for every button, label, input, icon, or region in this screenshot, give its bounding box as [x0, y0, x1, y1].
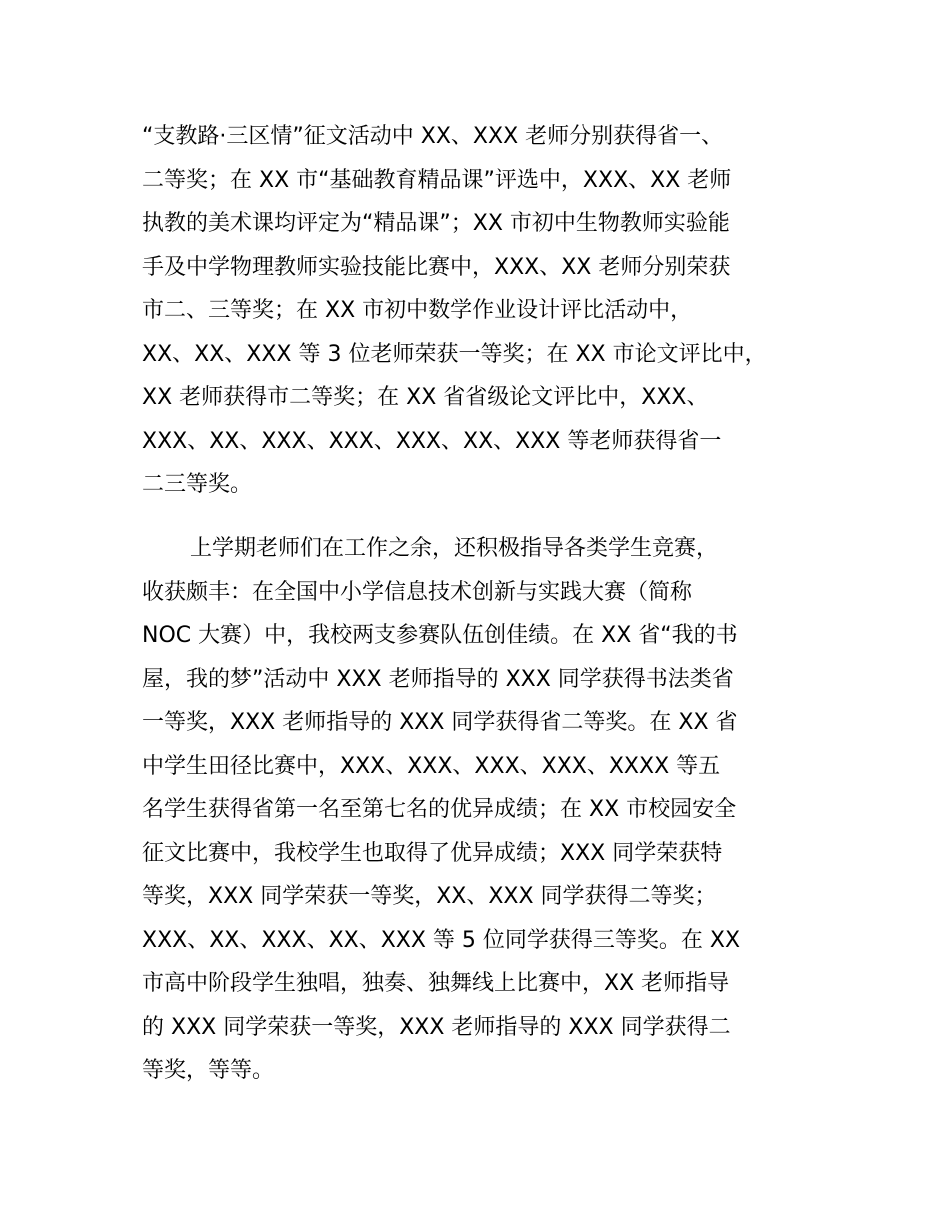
- paragraph-line: “支教路·三区情”征文活动中 XX、XXX 老师分别获得省一、: [142, 124, 724, 149]
- paragraph-line: 手及中学物理教师实验技能比赛中，XXX、XX 老师分别荣获: [142, 255, 731, 280]
- paragraph-line: 的 XXX 同学荣获一等奖，XXX 老师指导的 XXX 同学获得二: [142, 1015, 731, 1040]
- paragraph-line: 执教的美术课均评定为“精品课”；XX 市初中生物教师实验能: [142, 211, 730, 236]
- paragraph-line: 等奖，XXX 同学荣获一等奖，XX、XXX 同学获得二等奖；: [142, 884, 717, 909]
- paragraph-line: XX、XX、XXX 等 3 位老师荣获一等奖；在 XX 市论文评比中，: [142, 342, 767, 367]
- paragraph-line: 屋，我的梦”活动中 XXX 老师指导的 XXX 同学获得书法类省: [142, 667, 734, 692]
- paragraph-line: XX 老师获得市二等奖；在 XX 省省级论文评比中，XXX、: [142, 385, 709, 410]
- paragraph-line: 收获颇丰：在全国中小学信息技术创新与实践大赛（简称: [142, 580, 693, 605]
- paragraph-line: 名学生获得省第一名至第七名的优异成绩；在 XX 市校园安全: [142, 797, 737, 822]
- paragraph-line: 中学生田径比赛中，XXX、XXX、XXX、XXX、XXXX 等五: [142, 754, 721, 779]
- paragraph-line: 等奖，等等。: [142, 1058, 275, 1083]
- paragraph-line: 上学期老师们在工作之余，还积极指导各类学生竞赛，: [190, 536, 719, 561]
- paragraph-line: 一等奖，XXX 老师指导的 XXX 同学获得省二等奖。在 XX 省: [142, 710, 738, 735]
- paragraph-line: 征文比赛中，我校学生也取得了优异成绩；XXX 同学荣获特: [142, 841, 723, 866]
- paragraph-line: 市高中阶段学生独唱，独奏、独舞线上比赛中，XX 老师指导: [142, 971, 730, 996]
- paragraph-line: NOC 大赛）中，我校两支参赛队伍创佳绩。在 XX 省“我的书: [142, 623, 738, 648]
- paragraph-line: 市二、三等奖；在 XX 市初中数学作业设计评比活动中，: [142, 298, 693, 323]
- paragraph-line: 二三等奖。: [142, 472, 253, 497]
- paragraph-line: 二等奖；在 XX 市“基础教育精品课”评选中，XXX、XX 老师: [142, 168, 732, 193]
- paragraph-line: XXX、XX、XXX、XX、XXX 等 5 位同学获得三等奖。在 XX: [142, 928, 741, 953]
- paragraph-line: XXX、XX、XXX、XXX、XXX、XX、XXX 等老师获得省一: [142, 429, 722, 454]
